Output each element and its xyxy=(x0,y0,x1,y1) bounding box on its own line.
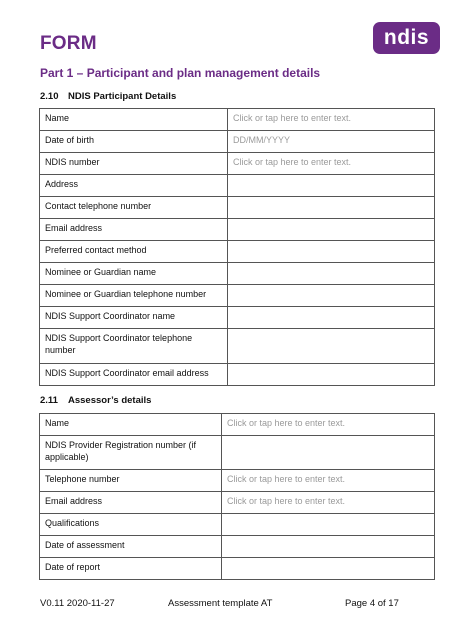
footer-page-number: Page 4 of 17 xyxy=(345,598,399,609)
provider-registration-input[interactable] xyxy=(222,436,435,470)
field-label: Nominee or Guardian telephone number xyxy=(40,285,228,307)
field-label: Nominee or Guardian name xyxy=(40,263,228,285)
table-row xyxy=(40,414,435,436)
support-coordinator-name-input[interactable] xyxy=(228,307,435,329)
table-row xyxy=(40,109,435,131)
date-of-birth-input[interactable]: DD/MM/YYYY xyxy=(228,131,435,153)
field-label: Qualifications xyxy=(40,514,222,536)
nominee-name-input[interactable] xyxy=(228,263,435,285)
table-row xyxy=(40,436,435,470)
field-label: NDIS Support Coordinator telephone number xyxy=(40,329,228,364)
field-label: Date of assessment xyxy=(40,536,222,558)
assessor-name-input[interactable]: Click or tap here to enter text. xyxy=(222,414,435,436)
preferred-contact-input[interactable] xyxy=(228,241,435,263)
table-row xyxy=(40,307,435,329)
form-title: FORM xyxy=(40,33,97,54)
assessor-details-table xyxy=(39,413,435,580)
date-of-report-input[interactable] xyxy=(222,558,435,580)
field-label: Preferred contact method xyxy=(40,241,228,263)
section-number: 2.11 xyxy=(40,395,58,406)
assessor-email-input[interactable]: Click or tap here to enter text. xyxy=(222,492,435,514)
field-label: Name xyxy=(40,109,228,131)
table-row xyxy=(40,219,435,241)
participant-details-table xyxy=(39,108,435,386)
contact-telephone-input[interactable] xyxy=(228,197,435,219)
table-row xyxy=(40,329,435,364)
section-heading-participant xyxy=(40,91,176,102)
ndis-logo: ndis xyxy=(373,22,440,54)
footer-version: V0.11 2020-11-27 xyxy=(40,598,115,609)
field-label: Contact telephone number xyxy=(40,197,228,219)
nominee-telephone-input[interactable] xyxy=(228,285,435,307)
table-row xyxy=(40,175,435,197)
table-row xyxy=(40,241,435,263)
field-label: Email address xyxy=(40,492,222,514)
field-label: NDIS Support Coordinator name xyxy=(40,307,228,329)
address-input[interactable] xyxy=(228,175,435,197)
field-label: Date of birth xyxy=(40,131,228,153)
field-label: Address xyxy=(40,175,228,197)
part-heading: Part 1 – Participant and plan management details xyxy=(40,66,321,80)
table-row xyxy=(40,285,435,307)
assessor-telephone-input[interactable]: Click or tap here to enter text. xyxy=(222,470,435,492)
table-row xyxy=(40,470,435,492)
section-title: NDIS Participant Details xyxy=(68,91,177,102)
field-label: NDIS number xyxy=(40,153,228,175)
field-label: Telephone number xyxy=(40,470,222,492)
table-row xyxy=(40,536,435,558)
field-label: NDIS Support Coordinator email address xyxy=(40,364,228,386)
section-number: 2.10 xyxy=(40,91,59,102)
field-label: Name xyxy=(40,414,222,436)
footer-document-name: Assessment template AT xyxy=(168,598,273,609)
email-address-input[interactable] xyxy=(228,219,435,241)
ndis-number-input[interactable]: Click or tap here to enter text. xyxy=(228,153,435,175)
table-row xyxy=(40,492,435,514)
participant-name-input[interactable]: Click or tap here to enter text. xyxy=(228,109,435,131)
support-coordinator-telephone-input[interactable] xyxy=(228,329,435,364)
table-row xyxy=(40,558,435,580)
table-row xyxy=(40,197,435,219)
field-label: NDIS Provider Registration number (if applicable) xyxy=(40,436,222,470)
table-row xyxy=(40,364,435,386)
field-label: Email address xyxy=(40,219,228,241)
qualifications-input[interactable] xyxy=(222,514,435,536)
field-label: Date of report xyxy=(40,558,222,580)
table-row xyxy=(40,263,435,285)
table-row xyxy=(40,131,435,153)
date-of-assessment-input[interactable] xyxy=(222,536,435,558)
table-row xyxy=(40,514,435,536)
section-heading-assessor xyxy=(40,395,151,406)
table-row xyxy=(40,153,435,175)
support-coordinator-email-input[interactable] xyxy=(228,364,435,386)
section-title: Assessor’s details xyxy=(68,395,152,406)
